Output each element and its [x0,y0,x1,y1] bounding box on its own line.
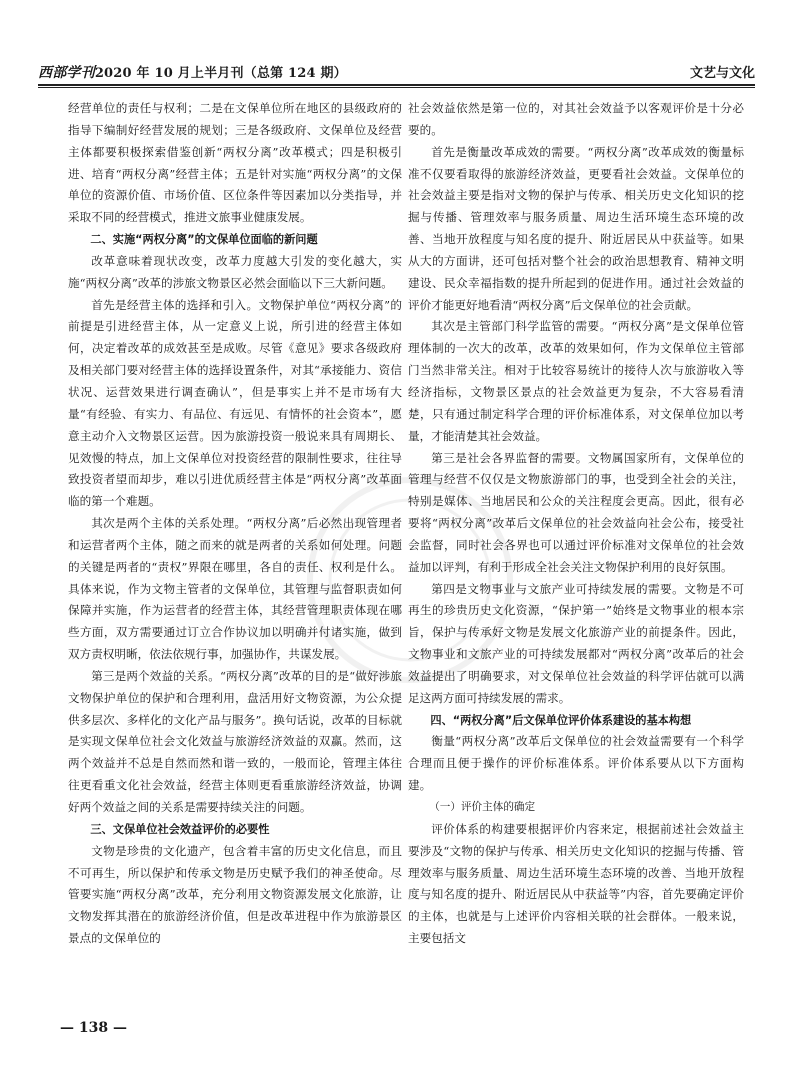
left-column [68,98,402,950]
paragraph: 评价体系的构建要根据评价内容来定，根据前述社会效益主要涉及“文物的保护与传承、相关历史文化知识的挖掘与传播、管理效率与服务质量、周边生活环境生态环境的改善、当地开放程度与知名度的提升、附近居民从中获益等”内容，首先要确定评价的主体，也就是与上述评价内容相关联的社会群体。一般来说，主要包括文 [408,821,744,946]
paragraph: 改革意味着现状改变，改革力度越大引发的变化越大，实施“两权分离”改革的涉旅文物景区必然会面临以下三大新问题。 [68,253,402,290]
section-heading: 三、文保单位社会效益评价的必要性 [90,822,270,836]
journal-masthead [38,62,347,82]
paragraph: 其次是两个主体的关系处理。“两权分离”后必然出现管理者和运营者两个主体，随之而来的就是两者的关系如何处理。问题的关键是两者的“责权”界限在哪里，各自的责任、权利是什么。具体来说，作为文物主管者的文保单位，其管理与监督职责如何保障并实施，作为运营者的经营主体，其经营管理职责体现在哪些方面，双方需要通过订立合作协议加以明确并付诸实施，做到双方责权明晰，依法依规行事，加强协作，共谋发展。 [68,516,402,662]
paragraph: 经营单位的责任与权利；二是在文保单位所在地区的县级政府的指导下编制好经营发展的规划；三是各级政府、文保单位及经营主体都要积极探索借鉴创新“两权分离”改革模式；四是积极引进、培育“两权分离”经营主体；五是针对实施“两权分离”的文保单位的资源价值、市场价值、区位条件等因素加以分类指导，并采取不同的经营模式，推进文旅事业健康发展。 [68,101,402,225]
journal-logo: 西部学刊 [38,65,95,81]
paragraph: 衡量“两权分离”改革后文保单位的社会效益需要有一个科学合理而且便于操作的评价标准体系。评价体系要从以下方面构建。 [408,734,744,793]
paragraph: 第四是文物事业与文旅产业可持续发展的需要。文物是不可再生的珍贵历史文化资源，“保护第一”始终是文物事业的根本宗旨，保护与传承好文物是发展文化旅游产业的前提条件。因此，文物事业和文旅产业的可持续发展都对“两权分离”改革后的社会效益提出了明确要求，对文保单位社会效益的科学评估就可以满足这两方面可持续发展的需求。 [408,581,744,705]
paragraph: 第三是两个效益的关系。“两权分离”改革的目的是“做好涉旅文物保护单位的保护和合理利用，盘活用好文物资源，为公众提供多层次、多样化的文化产品与服务”。换句话说，改革的目标就是实现文保单位社会文化效益与旅游经济效益的双赢。然而，这两个效益并不总是自然而然和谐一致的，一般而论，管理主体往往更看重文化社会效益，经营主体则更看重旅游经济效益，协调好两个效益之间的关系是需要持续关注的问题。 [68,668,402,814]
header-rule-thin [38,87,755,88]
paragraph: 社会效益依然是第一位的，对其社会效益予以客观评价是十分必要的。 [408,101,744,137]
page-header [38,58,755,84]
section-heading: 二、实施“两权分离”的文保单位面临的新问题 [90,233,318,247]
paragraph: 首先是经营主体的选择和引入。文物保护单位“两权分离”的前提是引进经营主体，从一定意义上说，所引进的经营主体如何，决定着改革的成效甚至是成败。尽管《意见》要求各级政府及相关部门要对经营主体的选择设置条件，对其“承接能力、资信状况、运营效果进行调查确认”，但是事实上并不是市场有大量“有经验、有实力、有品位、有远见、有情怀的社会资本”，愿意主动介入文物景区运营。因为旅游投资一般说来具有周期长、见效慢的特点，加上文保单位对投资经营的限制性要求，往往导致投资者望而却步，难以引进优质经营主体是“两权分离”改革面临的第一个难题。 [68,297,402,509]
page-number: — 138 — [60,1020,127,1036]
subsection-heading: （一）评价主体的确定 [429,801,536,813]
paragraph: 文物是珍贵的文化遗产，包含着丰富的历史文化信息，而且不可再生，所以保护和传承文物是历史赋予我们的神圣使命。尽管要实施“两权分离”改革，充分利用文物资源发展文化旅游，让文物发挥其潜在的旅游经济价值，但是改革进程中作为旅游景区景点的文保单位的 [68,843,402,946]
right-column [408,98,744,950]
section-heading: 四、“两权分离”后文保单位评价体系建设的基本构想 [430,713,692,727]
paragraph: 第三是社会各界监督的需要。文物属国家所有，文保单位的管理与经营不仅仅是文物旅游部门的事，也受到全社会的关注，特别是媒体、当地居民和公众的关注程度会更高。因此，很有必要将“两权分离”改革后文保单位的社会效益向社会公布，接受社会监督，同时社会各界也可以通过评价标准对文保单位的社会效益加以评判，有利于形成全社会关注文物保护利用的良好氛围。 [408,450,744,574]
paragraph: 首先是衡量改革成效的需要。“两权分离”改革成效的衡量标准不仅要看取得的旅游经济效益，更要看社会效益。文保单位的社会效益主要是指对文物的保护与传承、相关历史文化知识的挖掘与传播、管理效率与服务质量、周边生活环境生态环境的改善、当地开放程度与知名度的提升、附近居民从中获益等。如果从大的方面讲，还可包括对整个社会的政治思想教育、精神文明建设、民众幸福指数的提升所起到的促进作用。通过社会效益的评价才能更好地看清“两权分离”后文保单位的社会贡献。 [408,144,744,312]
header-rule [38,84,755,86]
paragraph: 其次是主管部门科学监管的需要。“两权分离”是文保单位管理体制的一次大的改革，改革的效果如何，作为文保单位主管部门当然非常关注。相对于比较容易统计的接待人次与旅游收入等经济指标，文物景区景点的社会效益更为复杂，不大容易看清楚，只有通过制定科学合理的评价标准体系，对文保单位加以考量，才能清楚其社会效益。 [408,319,744,443]
section-label: 文艺与文化 [689,66,755,81]
issue-info: 2020 年 10 月上半月刊（总第 124 期） [94,66,347,81]
